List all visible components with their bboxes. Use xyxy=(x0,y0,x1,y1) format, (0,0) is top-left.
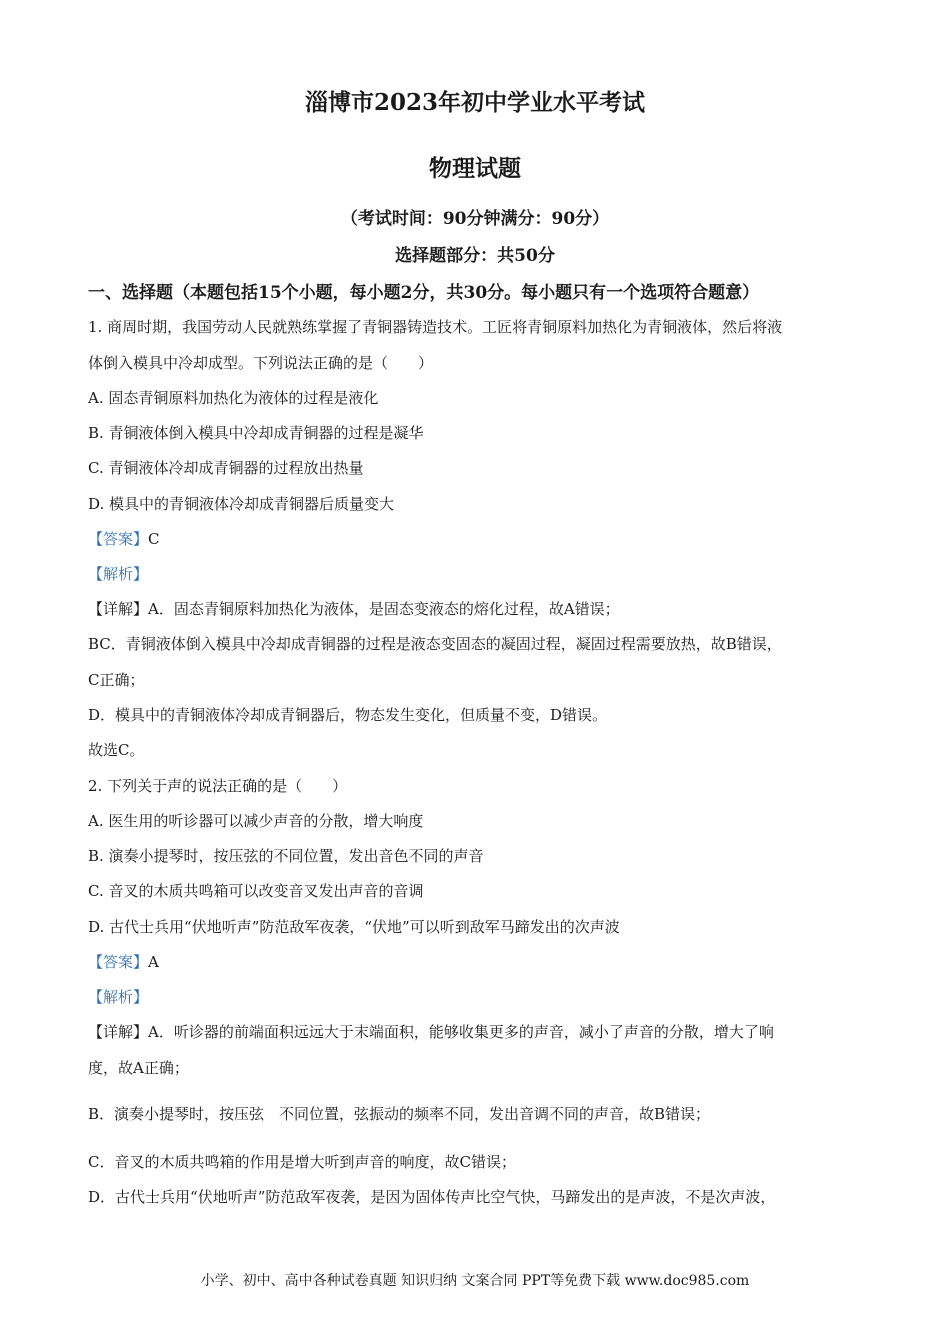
line-text: C．音叉的木质共鸣箱的作用是增大听到声音的响度，故C错误； xyxy=(88,1153,516,1171)
section-heading: 一、选择题（本题包括15个小题，每小题2分，共30分。每小题只有一个选项符合题意） xyxy=(88,283,760,303)
exam-info: （考试时间：90分钟满分：90分） xyxy=(340,209,610,229)
text-line xyxy=(88,457,363,478)
line-text: C. 青铜液体冷却成青铜器的过程放出热量 xyxy=(88,459,364,477)
line-text: D．古代士兵用“伏地听声”防范敌军夜袭，是因为固体传声比空气快，马蹄发出的是声波，不是次声波， xyxy=(88,1188,776,1206)
section-tag: 【答案】 xyxy=(88,953,149,971)
text-line xyxy=(88,598,620,619)
text-line xyxy=(88,316,782,337)
line-text: A xyxy=(148,953,159,971)
text-line xyxy=(88,1186,775,1207)
line-text: C. 音叉的木质共鸣箱可以改变音叉发出声音的音调 xyxy=(88,882,424,900)
page-footer: 小学、初中、高中各种试卷真题 知识归纳 文案合同 PPT等免费下载 www.doc985.com xyxy=(200,1273,750,1289)
text-line xyxy=(88,775,347,796)
line-text: C xyxy=(148,530,160,548)
text-line xyxy=(88,422,424,443)
text-line xyxy=(88,387,378,408)
part-heading: 选择题部分：共50分 xyxy=(395,246,555,266)
section-tag: 【答案】 xyxy=(88,530,149,548)
line-text: B. 演奏小提琴时，按压弦的不同位置，发出音色不同的声音 xyxy=(88,847,484,865)
line-text: 2. 下列关于声的说法正确的是（ ） xyxy=(88,777,348,795)
line-text: 1. 商周时期，我国劳动人民就熟练掌握了青铜器铸造技术。工匠将青铜原料加热化为青铜液体，然后将液 xyxy=(88,318,783,336)
line-text: D. 古代士兵用“伏地听声”防范敌军夜袭，“伏地”可以听到敌军马蹄发出的次声波 xyxy=(88,918,620,936)
answer-line xyxy=(88,951,159,972)
line-text: 【详解】A．听诊器的前端面积远远大于末端面积，能够收集更多的声音，减小了声音的分散，增大了响 xyxy=(88,1023,774,1041)
answer-line xyxy=(88,528,160,549)
line-text: 【详解】A．固态青铜原料加热化为液体，是固态变液态的熔化过程，故A错误； xyxy=(88,600,620,618)
line-text: C正确； xyxy=(88,671,145,689)
text-line xyxy=(88,810,423,831)
line-text: D．模具中的青铜液体冷却成青铜器后，物态发生变化，但质量不变，D错误。 xyxy=(88,706,608,724)
text-line xyxy=(88,493,394,514)
text-line xyxy=(88,1021,774,1042)
text-line xyxy=(88,880,423,901)
line-text: D. 模具中的青铜液体冷却成青铜器后质量变大 xyxy=(88,495,395,513)
exam-title: 淄博市2023年初中学业水平考试 xyxy=(304,89,645,116)
text-line xyxy=(88,633,782,654)
text-line xyxy=(88,1057,189,1078)
line-text: 故选C。 xyxy=(88,741,145,759)
text-line xyxy=(88,669,144,690)
line-text: A. 固态青铜原料加热化为液体的过程是液化 xyxy=(88,389,379,407)
subject-title: 物理试题 xyxy=(429,155,521,182)
line-text: 度，故A正确； xyxy=(88,1059,189,1077)
answer-line xyxy=(88,563,148,584)
line-text: B. 青铜液体倒入模具中冷却成青铜器的过程是凝华 xyxy=(88,424,424,442)
text-line xyxy=(88,1103,710,1124)
text-line xyxy=(88,352,433,373)
section-tag: 【解析】 xyxy=(88,988,149,1006)
line-text: B．演奏小提琴时，按压弦 不同位置，弦振动的频率不同，发出音调不同的声音，故B错误； xyxy=(88,1105,711,1123)
line-text: 体倒入模具中冷却成型。下列说法正确的是（ ） xyxy=(88,354,434,372)
text-line xyxy=(88,739,144,760)
text-line xyxy=(88,704,607,725)
answer-line xyxy=(88,986,148,1007)
line-text: BC．青铜液体倒入模具中冷却成青铜器的过程是液态变固态的凝固过程，凝固过程需要放热，故B错误， xyxy=(88,635,782,653)
text-line xyxy=(88,845,484,866)
section-tag: 【解析】 xyxy=(88,565,149,583)
text-line xyxy=(88,916,620,937)
line-text: A. 医生用的听诊器可以减少声音的分散，增大响度 xyxy=(88,812,424,830)
text-line xyxy=(88,1151,516,1172)
